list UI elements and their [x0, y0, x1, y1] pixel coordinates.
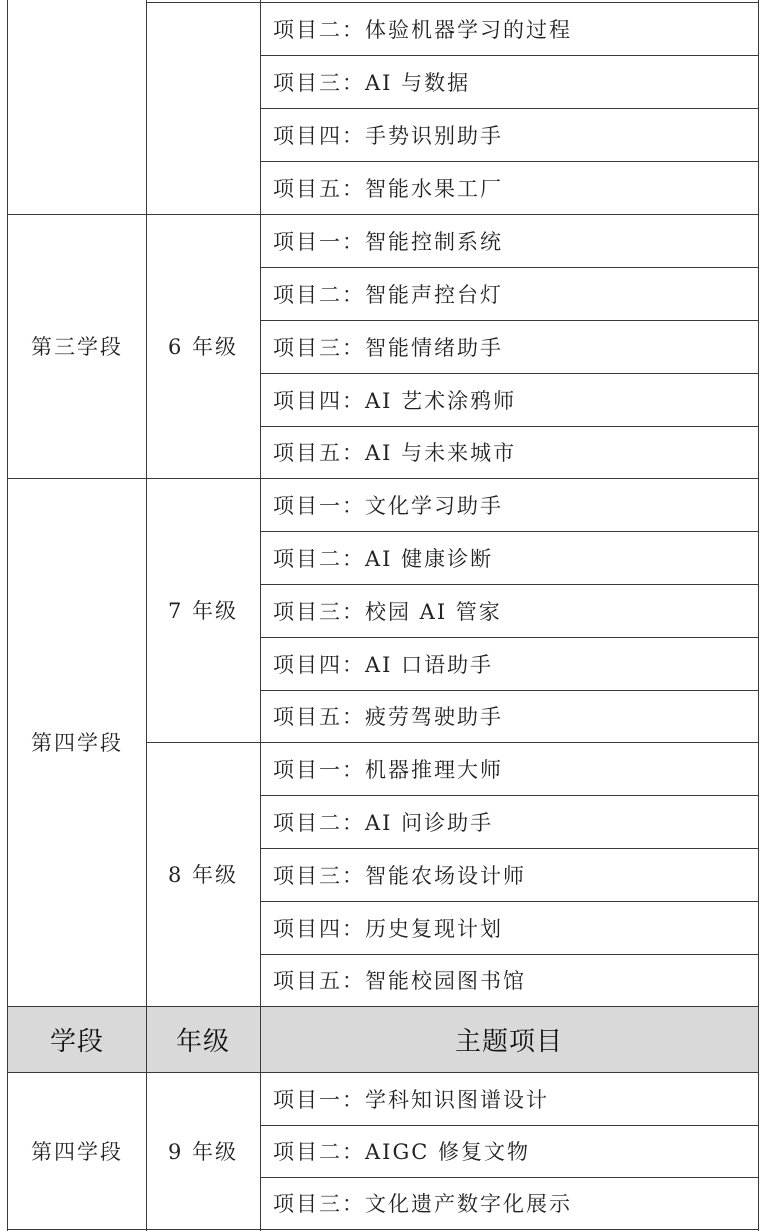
project-label: 项目五：AI 与未来城市 [273, 441, 517, 465]
project-cell [260, 531, 758, 584]
row-divider [260, 848, 759, 849]
section-divider [7, 478, 759, 479]
grade-cell [146, 478, 260, 742]
project-label: 项目三：智能情绪助手 [273, 335, 503, 360]
project-label: 项目三：AI 与数据 [273, 70, 471, 95]
project-label: 项目一：机器推理大师 [273, 757, 503, 782]
project-label: 项目二：AI 问诊助手 [273, 810, 494, 835]
header-grade [146, 1006, 260, 1072]
row-divider [260, 320, 759, 321]
project-label: 项目一：学科知识图谱设计 [273, 1087, 549, 1112]
stage-label: 第三学段 [31, 335, 123, 359]
table-border-bottom [7, 1229, 759, 1230]
header-stage [8, 1006, 146, 1072]
project-cell [260, 584, 758, 637]
grade-label: 6 年级 [167, 335, 239, 359]
project-cell [260, 1072, 758, 1125]
project-cell [260, 55, 758, 108]
table-border-right [758, 0, 759, 1231]
stage-label: 第四学段 [31, 731, 123, 755]
row-divider [260, 795, 759, 796]
project-cell [260, 1125, 758, 1177]
section-divider [7, 214, 759, 215]
stage-label: 第四学段 [31, 1139, 123, 1164]
project-cell [260, 637, 758, 690]
header-grade-label: 年级 [175, 1026, 230, 1057]
row-divider [260, 55, 759, 56]
project-label: 项目二：体验机器学习的过程 [273, 17, 572, 42]
project-cell [260, 214, 758, 267]
project-label: 项目二：智能声控台灯 [273, 282, 503, 307]
project-label: 项目一：文化学习助手 [273, 493, 503, 518]
project-cell [260, 373, 758, 426]
project-label: 项目四：历史复现计划 [273, 916, 503, 941]
project-cell [260, 901, 758, 954]
grade-label: 8 年级 [167, 863, 239, 887]
project-cell [260, 690, 758, 742]
project-label: 项目四：AI 艺术涂鸦师 [273, 388, 517, 413]
project-cell [260, 742, 758, 795]
row-divider [260, 1177, 759, 1178]
section-divider [7, 1072, 759, 1073]
project-label: 项目三：智能农场设计师 [273, 863, 526, 888]
project-cell [260, 108, 758, 161]
row-divider [260, 1125, 759, 1126]
grade-cell [146, 1072, 260, 1229]
column-divider [146, 0, 147, 1231]
project-label: 项目五：智能校园图书馆 [273, 969, 526, 993]
project-cell [260, 426, 758, 478]
row-divider [260, 690, 759, 691]
project-cell [260, 954, 758, 1006]
project-label: 项目二：AI 健康诊断 [273, 546, 494, 571]
row-divider [146, 742, 759, 743]
grade-cell [146, 214, 260, 478]
project-cell [260, 320, 758, 373]
grade-label: 9 年级 [167, 1139, 239, 1164]
column-divider [260, 0, 261, 1231]
project-label: 项目三：文化遗产数字化展示 [273, 1192, 572, 1216]
project-cell [260, 1177, 758, 1229]
row-divider [260, 584, 759, 585]
project-cell [260, 848, 758, 901]
project-label: 项目四：AI 口语助手 [273, 652, 494, 677]
table-border-left [7, 0, 8, 1231]
header-topic [260, 1006, 758, 1072]
stage-cell [8, 478, 146, 1006]
project-cell [260, 161, 758, 214]
row-divider [260, 637, 759, 638]
project-label: 项目五：智能水果工厂 [273, 176, 503, 201]
grade-cell [146, 742, 260, 1006]
project-label: 项目一：智能控制系统 [273, 229, 503, 254]
project-label: 项目五：疲劳驾驶助手 [273, 705, 503, 729]
row-divider [260, 267, 759, 268]
header-topic-label: 主题项目 [454, 1026, 563, 1057]
project-label: 项目四：手势识别助手 [273, 123, 503, 148]
row-divider [260, 373, 759, 374]
header-stage-label: 学段 [49, 1026, 104, 1057]
row-divider [260, 901, 759, 902]
project-cell [260, 2, 758, 55]
project-label: 项目三：校园 AI 管家 [273, 599, 502, 624]
project-cell [260, 267, 758, 320]
project-label: 项目二：AIGC 修复文物 [273, 1140, 530, 1164]
stage-cell [8, 214, 146, 478]
table-border-top [146, 2, 759, 3]
grade-label: 7 年级 [167, 599, 239, 623]
project-cell [260, 478, 758, 531]
row-divider [260, 108, 759, 109]
row-divider [260, 426, 759, 427]
row-divider [260, 954, 759, 955]
stage-cell [8, 1072, 146, 1229]
section-divider [7, 1006, 759, 1007]
row-divider [260, 531, 759, 532]
row-divider [260, 161, 759, 162]
project-cell [260, 795, 758, 848]
